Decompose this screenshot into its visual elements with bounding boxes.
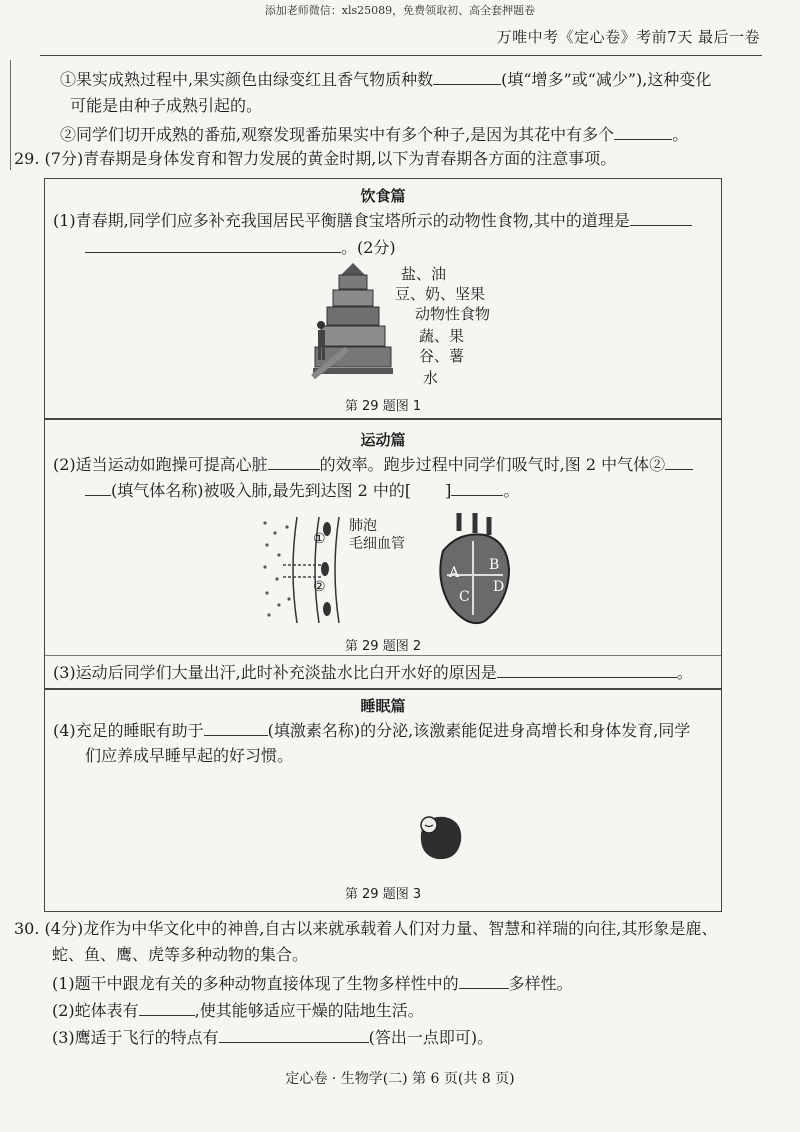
q28-blank-1[interactable] bbox=[433, 68, 501, 85]
q30-q3 bbox=[52, 1026, 493, 1049]
figure-caption-2: 第 29 题图 2 bbox=[344, 639, 422, 654]
exercise-blank-b[interactable] bbox=[665, 453, 693, 470]
exercise-title: 运动篇 bbox=[360, 431, 406, 449]
q30-q2-text: (2)蛇体表有 bbox=[52, 1001, 139, 1020]
sleep-q4-text: (填激素名称)的分泌,该激素能促进身高增长和身体发育,同学 bbox=[267, 721, 691, 740]
heart-chamber-c: C bbox=[459, 589, 470, 605]
top-note: 添加老师微信：xls25089，免费领取初、高全套押题卷 bbox=[264, 4, 536, 17]
sleep-q4 bbox=[53, 719, 690, 742]
exercise-blank-e[interactable] bbox=[497, 661, 677, 678]
diet-q1 bbox=[53, 209, 692, 232]
q30-blank-2[interactable] bbox=[139, 999, 195, 1016]
exercise-q2-text: 的效率。跑步过程中同学们吸气时,图 2 中气体② bbox=[319, 455, 666, 474]
sleep-blank[interactable] bbox=[204, 719, 268, 736]
exercise-section bbox=[44, 418, 722, 690]
exercise-q2-end: 。 bbox=[503, 481, 520, 500]
pyramid-label: 盐、油 bbox=[401, 265, 447, 283]
q30-q2-text: ,使其能够适应干燥的陆地生活。 bbox=[194, 1001, 424, 1020]
exercise-q3-end: 。 bbox=[676, 663, 693, 682]
heart-chamber-d: D bbox=[493, 579, 505, 595]
q28-line1c bbox=[70, 95, 262, 117]
header-title: 万唯中考《定心卷》考前7天 最后一卷 bbox=[496, 28, 760, 46]
diet-q1-text: (1)青春期,同学们应多补充我国居民平衡膳食宝塔所示的动物性食物,其中的道理是 bbox=[53, 211, 630, 230]
sleeping-child-icon bbox=[411, 807, 467, 865]
q30-stem-text: 蛇、鱼、鹰、虎等多种动物的集合。 bbox=[52, 945, 309, 964]
sleep-q4-cont bbox=[85, 745, 293, 767]
sleep-q4-text: 们应养成早睡早起的好习惯。 bbox=[85, 746, 294, 765]
q28-line2 bbox=[60, 123, 688, 146]
gas-label-1: ① bbox=[313, 531, 326, 547]
pyramid-label: 动物性食物 bbox=[415, 305, 491, 323]
exercise-bracket-blank[interactable] bbox=[411, 480, 445, 496]
q30-q3-text: (答出一点即可)。 bbox=[368, 1028, 494, 1047]
exercise-blank-a[interactable] bbox=[268, 453, 320, 470]
q30-q1-text: 多样性。 bbox=[508, 974, 573, 993]
exercise-q3-text: (3)运动后同学们大量出汗,此时补充淡盐水比白开水好的原因是 bbox=[53, 663, 497, 682]
diet-section bbox=[44, 178, 722, 420]
exercise-q2-text: (2)适当运动如跑操可提高心脏 bbox=[53, 455, 268, 474]
figure-caption-3: 第 29 题图 3 bbox=[344, 887, 422, 902]
q30-q1 bbox=[52, 972, 573, 995]
q30-blank-1[interactable] bbox=[459, 972, 509, 989]
q30-stem bbox=[14, 918, 717, 940]
q28-text: ②同学们切开成熟的番茄,观察发现番茄果实中有多个种子,是因为其花中有多个 bbox=[60, 125, 615, 144]
diet-q1-end: 。(2分) bbox=[341, 238, 396, 257]
q30-stem-text: (4分)龙作为中华文化中的神兽,自古以来就承载着人们对力量、智慧和祥瑞的向往,其形象是鹿、 bbox=[44, 919, 718, 938]
heart-diagram bbox=[429, 511, 519, 631]
sleep-title: 睡眠篇 bbox=[360, 697, 406, 715]
q29-stem bbox=[14, 148, 616, 170]
q30-stem-cont bbox=[52, 944, 308, 966]
pyramid-label: 豆、奶、坚果 bbox=[395, 285, 486, 303]
diet-title: 饮食篇 bbox=[360, 187, 406, 205]
exercise-q2-text: (填气体名称)被吸入肺,最先到达图 2 中的[ bbox=[111, 481, 412, 500]
header-rule bbox=[40, 55, 762, 56]
exercise-q3 bbox=[53, 661, 693, 684]
pyramid-label: 谷、薯 bbox=[419, 347, 465, 365]
diet-blank-a[interactable] bbox=[630, 209, 692, 226]
capillary-label: 毛细血管 bbox=[349, 536, 405, 552]
exercise-blank-c[interactable] bbox=[85, 479, 111, 496]
sleep-q4-text: (4)充足的睡眠有助于 bbox=[53, 721, 204, 740]
pyramid-label: 水 bbox=[423, 369, 439, 387]
exercise-q2-cont bbox=[85, 479, 519, 502]
q28-blank-2[interactable] bbox=[614, 123, 672, 140]
q29-stem-text: (7分)青春期是身体发育和智力发展的黄金时期,以下为青春期各方面的注意事项。 bbox=[44, 149, 617, 168]
margin-line bbox=[10, 60, 11, 170]
diet-q1-cont bbox=[85, 236, 396, 259]
alveolus-label: 肺泡 bbox=[349, 518, 377, 534]
q30-q3-text: (3)鹰适于飞行的特点有 bbox=[52, 1028, 219, 1047]
q28-text: 可能是由种子成熟引起的。 bbox=[70, 96, 263, 115]
sleep-section bbox=[44, 688, 722, 912]
q30-blank-3[interactable] bbox=[219, 1026, 369, 1043]
q28-text: 。 bbox=[672, 125, 689, 144]
exercise-divider bbox=[45, 655, 721, 656]
question-number: 29. bbox=[14, 149, 40, 168]
question-number: 30. bbox=[14, 919, 40, 938]
runner-icon bbox=[309, 319, 349, 379]
q30-q2 bbox=[52, 999, 424, 1022]
page-footer: 定心卷 · 生物学(二) 第 6 页(共 8 页) bbox=[285, 1071, 515, 1087]
q28-line1 bbox=[60, 68, 711, 91]
q28-text: (填“增多”或“减少”),这种变化 bbox=[501, 70, 712, 89]
exercise-blank-d[interactable] bbox=[451, 479, 503, 496]
figure-caption-1: 第 29 题图 1 bbox=[344, 399, 422, 414]
exercise-q2 bbox=[53, 453, 693, 476]
exercise-q2-text: ] bbox=[445, 481, 452, 500]
q28-text: ①果实成熟过程中,果实颜色由绿变红且香气物质种数 bbox=[60, 70, 434, 89]
gas-label-2: ② bbox=[313, 579, 326, 595]
heart-chamber-a: A bbox=[449, 565, 460, 581]
q30-q1-text: (1)题干中跟龙有关的多种动物直接体现了生物多样性中的 bbox=[52, 974, 459, 993]
pyramid-label: 蔬、果 bbox=[419, 327, 465, 345]
diet-blank-b[interactable] bbox=[85, 236, 341, 253]
alveolus-diagram bbox=[259, 515, 359, 625]
heart-chamber-b: B bbox=[489, 557, 500, 573]
